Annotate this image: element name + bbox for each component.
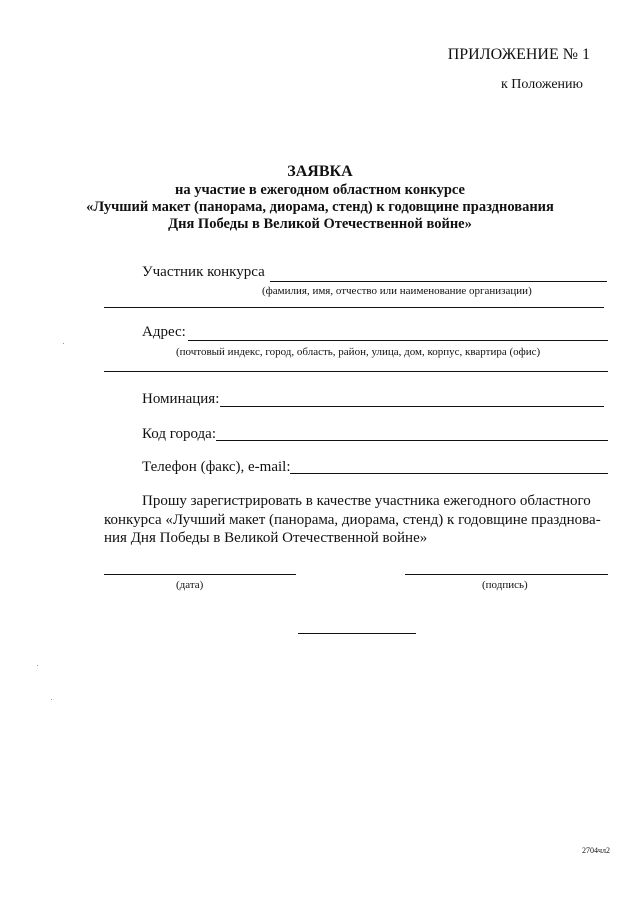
city-code-label: Код города: bbox=[142, 426, 217, 442]
signature-label: (подпись) bbox=[482, 579, 528, 591]
appendix-number: ПРИЛОЖЕНИЕ № 1 bbox=[447, 46, 590, 63]
request-line-3: ния Дня Победы в Великой Отечественной войне» bbox=[104, 530, 428, 546]
date-label: (дата) bbox=[176, 579, 204, 591]
scan-speck bbox=[51, 699, 52, 700]
signature-field[interactable] bbox=[405, 574, 608, 575]
title-line-3: «Лучший макет (панорама, диорама, стенд) к годовщине празднования bbox=[86, 199, 554, 215]
participant-field-continuation[interactable] bbox=[104, 307, 604, 308]
regulation-reference: к Положению bbox=[500, 77, 583, 92]
scan-speck bbox=[37, 665, 38, 666]
address-hint: (почтовый индекс, город, область, район, улица, дом, корпус, квартира (офис) bbox=[176, 346, 541, 358]
request-line-1: Прошу зарегистрировать в качестве участника ежегодного областного bbox=[142, 493, 591, 509]
phone-email-field[interactable] bbox=[290, 473, 608, 474]
address-field-continuation[interactable] bbox=[104, 371, 608, 372]
phone-email-label: Телефон (факс), e-mail: bbox=[142, 459, 291, 475]
request-line-2: конкурса «Лучший макет (панорама, диорама, стенд) к годовщине празднова- bbox=[104, 511, 601, 528]
title-line-2: на участие в ежегодном областном конкурсе bbox=[175, 182, 465, 198]
title-line-4: Дня Победы в Великой Отечественной войне» bbox=[168, 216, 472, 232]
document-code: 2704чл2 bbox=[581, 846, 610, 855]
participant-hint: (фамилия, имя, отчество или наименование организации) bbox=[262, 285, 532, 297]
participant-label: Участник конкурса bbox=[142, 264, 265, 280]
request-paragraph bbox=[104, 492, 608, 548]
address-field[interactable] bbox=[188, 340, 608, 341]
closing-divider bbox=[298, 633, 416, 634]
address-label: Адрес: bbox=[142, 324, 186, 340]
nomination-field[interactable] bbox=[220, 406, 604, 407]
document-title: ЗАЯВКА bbox=[287, 163, 353, 180]
date-field[interactable] bbox=[104, 574, 296, 575]
participant-field[interactable] bbox=[270, 281, 607, 282]
city-code-field[interactable] bbox=[216, 440, 608, 441]
nomination-label: Номинация: bbox=[142, 391, 220, 407]
scan-speck bbox=[63, 343, 64, 344]
